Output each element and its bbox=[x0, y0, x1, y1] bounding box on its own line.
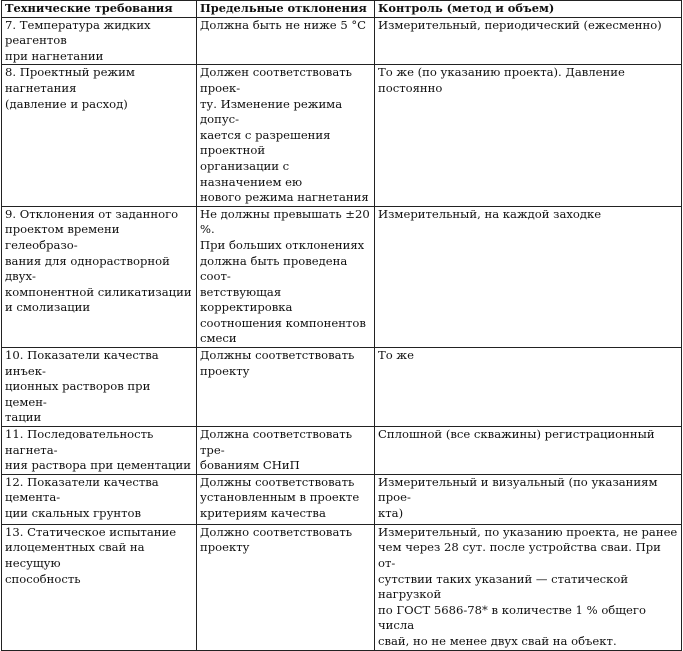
header-control: Контроль (метод и объем) bbox=[375, 1, 682, 18]
deviation-cell: Не должны превышать ±20 %. При больших отклонениях должна быть проведена соот- ветствующая корректировка соотношения компонентов смеси bbox=[197, 206, 375, 347]
deviation-cell: Должен соответствовать проек- ту. Изменение режима допус- кается с разрешения проектной организации с назначением ею нового режима нагнетания bbox=[197, 65, 375, 206]
table-row bbox=[2, 474, 682, 524]
requirements-table bbox=[1, 0, 682, 651]
table-row bbox=[2, 65, 682, 206]
deviation-cell: Должна быть не ниже 5 °C bbox=[197, 17, 375, 65]
header-row bbox=[2, 1, 682, 18]
control-cell: Сплошной (все скважины) регистрационный bbox=[375, 427, 682, 475]
requirement-cell: 11. Последовательность нагнета- ния раствора при цементации bbox=[2, 427, 197, 475]
requirement-cell: 10. Показатели качества инъек- ционных растворов при цемен- тации bbox=[2, 348, 197, 427]
requirement-cell: 12. Показатели качества цемента- ции скальных грунтов bbox=[2, 474, 197, 524]
requirement-cell: 8. Проектный режим нагнетания (давление и расход) bbox=[2, 65, 197, 206]
requirement-cell: 13. Статическое испытание илоцементных свай на несущую способность bbox=[2, 524, 197, 650]
control-cell: Измерительный, по указанию проекта, не ранее чем через 28 сут. после устройства сваи. При от- сутствии таких указаний — статической нагрузкой по ГОСТ 5686-78* в количестве 1 % общего числа свай, но не менее двух свай на объект. bbox=[375, 524, 682, 650]
table-row bbox=[2, 17, 682, 65]
deviation-cell: Должны соответствовать установленным в проекте критериям качества bbox=[197, 474, 375, 524]
table-row bbox=[2, 524, 682, 650]
deviation-cell: Должна соответствовать тре- бованиям СНиП bbox=[197, 427, 375, 475]
header-deviations: Предельные отклонения bbox=[197, 1, 375, 18]
control-cell: То же (по указанию проекта). Давление постоянно bbox=[375, 65, 682, 206]
table-row bbox=[2, 348, 682, 427]
table-row bbox=[2, 206, 682, 347]
requirement-cell: 9. Отклонения от заданного проектом времени гелеобразо- вания для однорастворной двух- компонентной силикатизации и смолизации bbox=[2, 206, 197, 347]
control-cell: Измерительный и визуальный (по указаниям прое- кта) bbox=[375, 474, 682, 524]
deviation-cell: Должно соответствовать проекту bbox=[197, 524, 375, 650]
header-requirements: Технические требования bbox=[2, 1, 197, 18]
requirement-cell: 7. Температура жидких реагентов при нагнетании bbox=[2, 17, 197, 65]
table-row bbox=[2, 427, 682, 475]
control-cell: То же bbox=[375, 348, 682, 427]
control-cell: Измерительный, на каждой заходке bbox=[375, 206, 682, 347]
deviation-cell: Должны соответствовать проекту bbox=[197, 348, 375, 427]
control-cell: Измерительный, периодический (ежесменно) bbox=[375, 17, 682, 65]
